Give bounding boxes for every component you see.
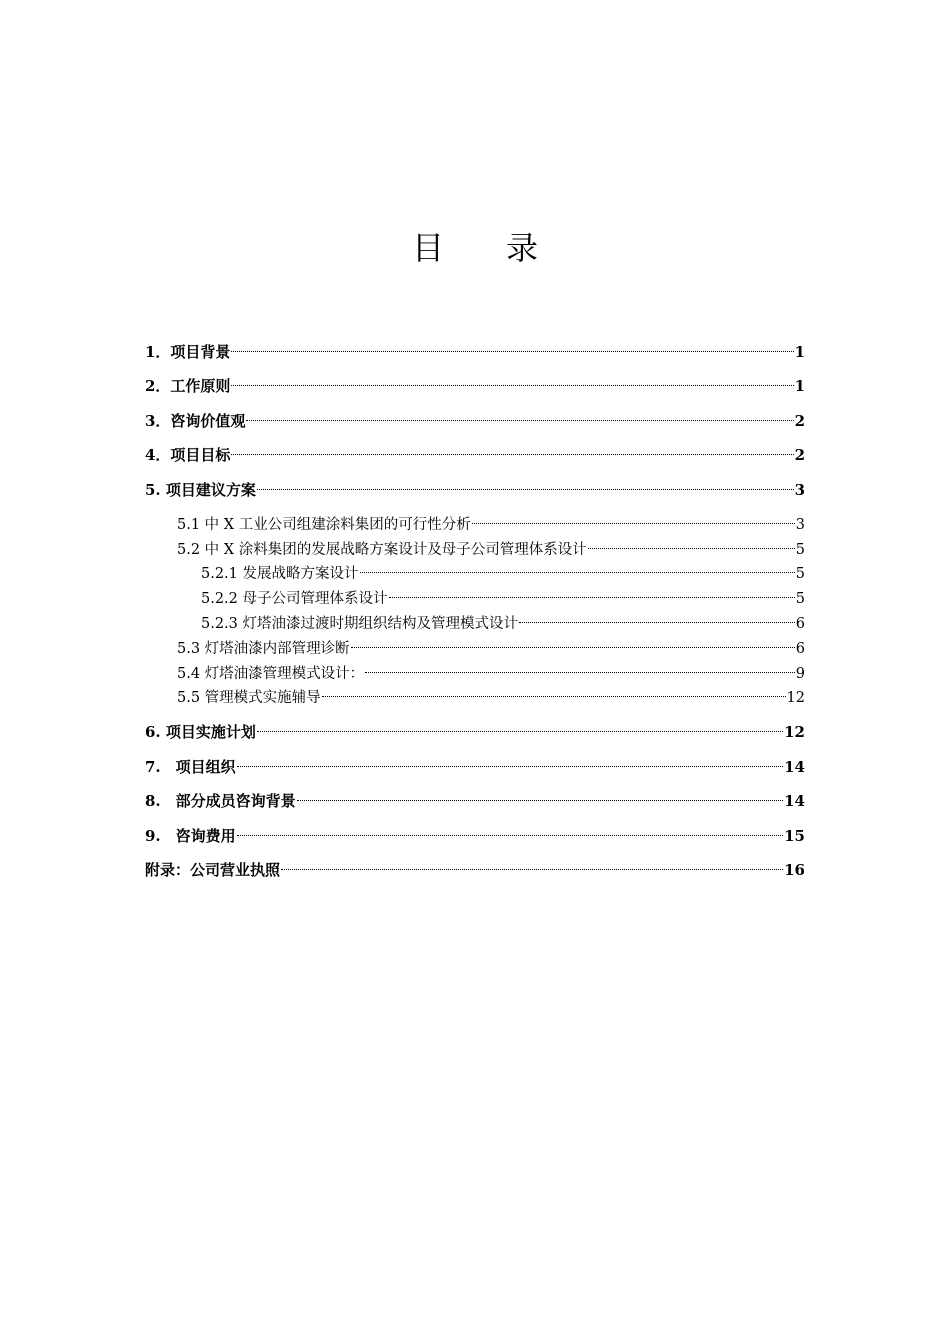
toc-dot-leader — [231, 438, 793, 460]
toc-dot-leader — [519, 606, 795, 628]
toc-entry-page: 2 — [794, 446, 805, 464]
toc-entry-9[interactable] — [145, 819, 805, 845]
toc-entry-page: 3 — [794, 481, 805, 499]
toc-entry-1[interactable] — [145, 335, 805, 361]
toc-entry-5-2-3[interactable] — [201, 606, 805, 632]
toc-dot-leader — [365, 656, 795, 678]
toc-entry-title: 9. 咨询费用 — [145, 827, 236, 845]
toc-entry-page: 5 — [795, 542, 805, 558]
toc-entry-2[interactable] — [145, 369, 805, 395]
toc-entry-5-2[interactable] — [177, 532, 805, 558]
toc-dot-leader — [237, 819, 783, 841]
toc-entry-title: 5.2.3 灯塔油漆过渡时期组织结构及管理模式设计 — [201, 616, 519, 632]
toc-entry-title: 5.4 灯塔油漆管理模式设计： — [177, 666, 365, 682]
toc-entry-appendix[interactable] — [145, 853, 805, 879]
toc-entry-page: 16 — [784, 861, 805, 879]
toc-entry-7[interactable] — [145, 750, 805, 776]
toc-dot-leader — [472, 507, 795, 529]
toc-entry-5-5[interactable] — [177, 680, 805, 706]
toc-entry-title: 5.1 中 X 工业公司组建涂料集团的可行性分析 — [177, 517, 471, 533]
page-title-char-1: 目 — [411, 229, 444, 267]
toc-entry-page: 14 — [784, 792, 805, 810]
toc-dot-leader — [257, 473, 794, 495]
toc-entry-8[interactable] — [145, 784, 805, 810]
toc-dot-leader — [360, 556, 795, 578]
toc-dot-leader — [322, 680, 786, 702]
toc-entry-title: 5.2.1 发展战略方案设计 — [201, 566, 359, 582]
toc-dot-leader — [237, 750, 783, 772]
toc-entry-page: 5 — [795, 566, 805, 582]
toc-dot-leader — [389, 581, 795, 603]
page-title-char-2: 录 — [506, 229, 539, 267]
toc-dot-leader — [297, 784, 783, 806]
toc-entry-title: 4．项目目标 — [145, 446, 231, 464]
toc-entry-title: 2．工作原则 — [145, 377, 231, 395]
toc-dot-leader — [257, 715, 783, 737]
toc-entry-page: 12 — [786, 690, 805, 706]
toc-entry-page: 12 — [784, 723, 805, 741]
toc-entry-title: 7. 项目组织 — [145, 758, 236, 776]
toc-entry-title: 6. 项目实施计划 — [145, 723, 256, 741]
toc-entry-page: 2 — [794, 412, 805, 430]
toc-entry-page: 15 — [784, 827, 805, 845]
toc-entry-page: 1 — [794, 343, 805, 361]
toc-entry-page: 14 — [784, 758, 805, 776]
toc-dot-leader — [231, 369, 793, 391]
toc-entry-title: 5.2 中 X 涂料集团的发展战略方案设计及母子公司管理体系设计 — [177, 542, 587, 558]
toc-entry-title: 附录：公司营业执照 — [145, 861, 281, 879]
toc-entry-page: 1 — [794, 377, 805, 395]
toc-entry-5-2-2[interactable] — [201, 581, 805, 607]
toc-entry-4[interactable] — [145, 438, 805, 464]
toc-dot-leader — [351, 631, 795, 653]
toc-dot-leader — [281, 853, 783, 875]
toc-dot-leader — [231, 335, 793, 357]
toc-entry-title: 8. 部分成员咨询背景 — [145, 792, 296, 810]
toc-entry-5-1[interactable] — [177, 507, 805, 533]
toc-entry-5-4[interactable] — [177, 656, 805, 682]
toc-entry-6[interactable] — [145, 715, 805, 741]
toc-entry-title: 5.2.2 母子公司管理体系设计 — [201, 591, 388, 607]
toc-entry-5-2-1[interactable] — [201, 556, 805, 582]
toc-entry-title: 3．咨询价值观 — [145, 412, 246, 430]
toc-entry-5-3[interactable] — [177, 631, 805, 657]
toc-entry-title: 5. 项目建议方案 — [145, 481, 256, 499]
toc-entry-page: 9 — [795, 666, 805, 682]
toc-entry-5[interactable] — [145, 473, 805, 499]
toc-entry-page: 3 — [795, 517, 805, 533]
toc-entry-page: 5 — [795, 591, 805, 607]
toc-dot-leader — [246, 404, 793, 426]
toc-entry-page: 6 — [795, 616, 805, 632]
toc-entry-title: 1．项目背景 — [145, 343, 231, 361]
toc-entry-title: 5.3 灯塔油漆内部管理诊断 — [177, 641, 350, 657]
toc-entry-title: 5.5 管理模式实施辅导 — [177, 690, 321, 706]
toc-dot-leader — [588, 532, 795, 554]
toc-entry-page: 6 — [795, 641, 805, 657]
toc-entry-3[interactable] — [145, 404, 805, 430]
